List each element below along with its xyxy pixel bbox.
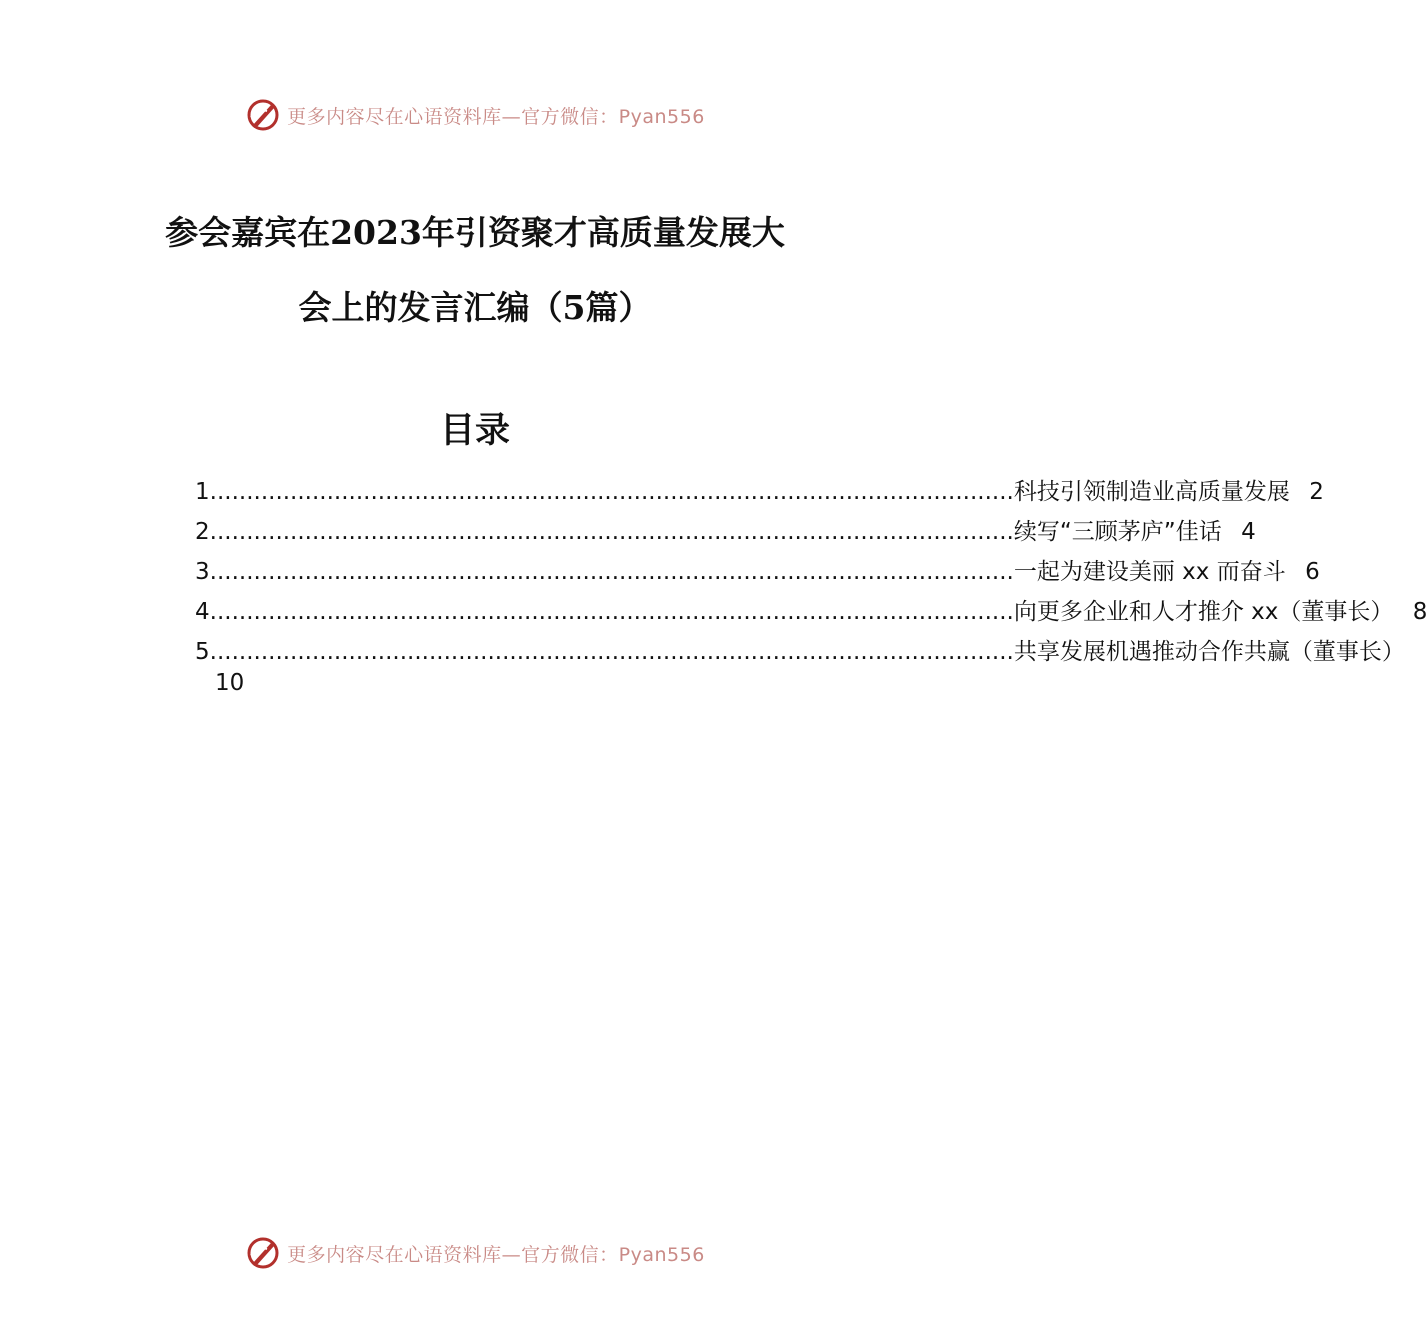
document-title-line-2: 会上的发言汇编（5篇） [298,288,652,327]
header-banner [0,95,950,135]
toc-entry-number: 3 [195,559,210,585]
toc-entry-page: 6 [1305,559,1320,585]
footer-banner [0,1233,950,1273]
toc-leader-dots: .............................................................................................................. [209,599,1014,625]
toc-entry-label: 向更多企业和人才推介 xx（董事长） [1013,599,1394,625]
quill-logo-icon [245,1235,281,1271]
toc-entry-number: 5 [195,639,210,665]
toc-entry[interactable] [195,552,1320,592]
toc-entry-label: 续写“三顾茅庐”佳话 [1013,519,1222,545]
toc-leader-dots: .............................................................................................................. [209,639,1014,665]
document-title-line-1: 参会嘉宾在2023年引资聚才高质量发展大 [165,213,785,252]
toc-entry-page: 8 [1412,599,1427,625]
toc-entry-number: 4 [195,599,210,625]
toc-entry[interactable] [195,472,1324,512]
toc-entry-page: 2 [1309,479,1324,505]
toc-entry-label: 科技引领制造业高质量发展 [1013,479,1290,505]
toc-entry[interactable] [195,512,1256,552]
quill-logo-icon [245,97,281,133]
toc-entry-label: 共享发展机遇推动合作共赢（董事长） [1013,639,1405,665]
banner-text: 更多内容尽在心语资料库—官方微信：Pyan556 [287,105,705,128]
toc-entry-number: 1 [195,479,210,505]
toc-entry[interactable] [195,632,1405,696]
toc-entry-label: 一起为建设美丽 xx 而奋斗 [1013,559,1286,585]
toc-entry-number: 2 [195,519,210,545]
toc-entry[interactable] [195,592,1427,632]
toc-entry-page: 10 [215,670,245,696]
toc-leader-dots: .............................................................................................................. [209,479,1014,505]
toc-leader-dots: .............................................................................................................. [209,559,1014,585]
toc-heading: 目录 [439,410,510,451]
toc-entry-page: 4 [1241,519,1256,545]
table-of-contents [195,472,1427,696]
banner-text: 更多内容尽在心语资料库—官方微信：Pyan556 [287,1243,705,1266]
toc-leader-dots: .............................................................................................................. [209,519,1014,545]
